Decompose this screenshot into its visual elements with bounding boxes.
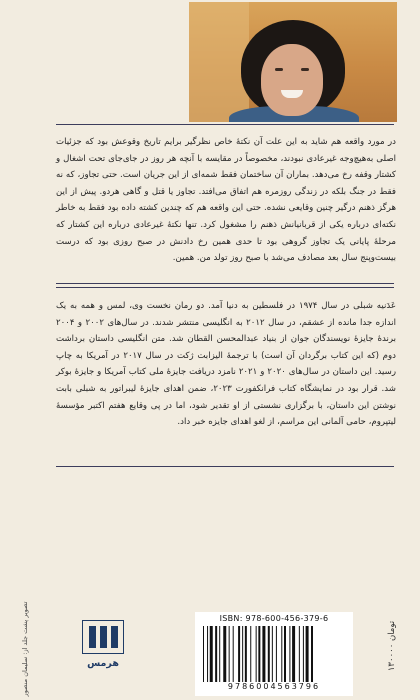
top-divider <box>56 124 394 125</box>
middle-divider-bottom <box>56 287 394 288</box>
barcode-bars <box>201 626 347 682</box>
author-photo <box>189 2 397 122</box>
ean-number: 9786004563796 <box>227 682 321 691</box>
barcode <box>195 612 353 696</box>
publisher-logo <box>82 620 124 682</box>
excerpt-paragraph: در مورد واقعه هم شاید به این علت آن نکتهٔ خاص نظرگیر برایم تاریخ وقوعش بود که جزئیات اصلی به‌هیچ‌وجه غیرعادی نبودند، مخصوصاً در مقایسه با آنچه هر روز در جای‌جای تحت اشغال و کشتار وقفه رخ می‌دهد. بماران آن ساختمان فقط شمه‌ای از این جریان است. حتی تجاوز، که نه فقط در جنگ بلکه در زندگی روزمره هم اتفاق می‌افتد. تجاوز یا قتل و گاهی هردو. پیش از این هرگز ذهنم درگیر چنین وقایعی نشده. حتی این واقعه هم که چندین کشته داده بود فقط به خاطر نکته‌ای درباره یکی از قربانیانش ذهنم را مشغول کرد. تنها نکتهٔ غیرعادی درباره این کشتار که مرحلهٔ پایانی یک تجاوز گروهی بود تا حدی همین رخ دادنش در صبح روزی بود که درست بیست‌وپنج سال بعد مصادف می‌شد با صبح روز تولد من. همین. <box>56 137 396 264</box>
isbn-text: ISBN: 978-600-456-379-6 <box>219 614 329 623</box>
author-bio-paragraph: عَدَنیه شبلی در سال ۱۹۷۴ در فلسطین به دنیا آمد. دو رمان نخست وی، لمس و همه به یک اندازه جدا مانده از عشقم، در سال ۲۰۱۲ به انگلیسی منتشر شدند. در سال‌های ۲۰۰۲ و ۲۰۰۴ برندهٔ جایزهٔ نویسندگان جوان از بنیاد عبدالمحسن القطان شد. متن انگلیسی داستان برداشت دوم (که این کتاب برگردان آن است) با ترجمهٔ الیزابت ژکت در سال ۲۰۱۷ در آمریکا به چاپ رسید. این داستان در سال‌های ۲۰۲۰ و ۲۰۲۱ نامزد دریافت جایزهٔ ملی کتاب آمریکا و جایزهٔ بوکر شد. قرار بود در نمایشگاه کتاب فرانکفورت ۲۰۲۳، ضمن اهدای جایزهٔ لیبراتور به شبلی بابت نوشتن این داستان، با برگزاری نشستی از او تقدیر شود، اما در پی وقایع هفتم اکتبر مؤسسهٔ لیتپروم، حامی آلمانی این مراسم، از لغو اهدای جایزه خبر داد. <box>56 301 396 428</box>
bottom-divider <box>56 466 394 467</box>
middle-divider-top <box>56 283 394 284</box>
publisher-name: هرمس <box>87 658 119 669</box>
price-label: ۱۳۰۰۰۰ تومان <box>387 620 397 672</box>
photo-credit: تصویر پشت جلد از: سلیمان منصور <box>21 601 29 697</box>
